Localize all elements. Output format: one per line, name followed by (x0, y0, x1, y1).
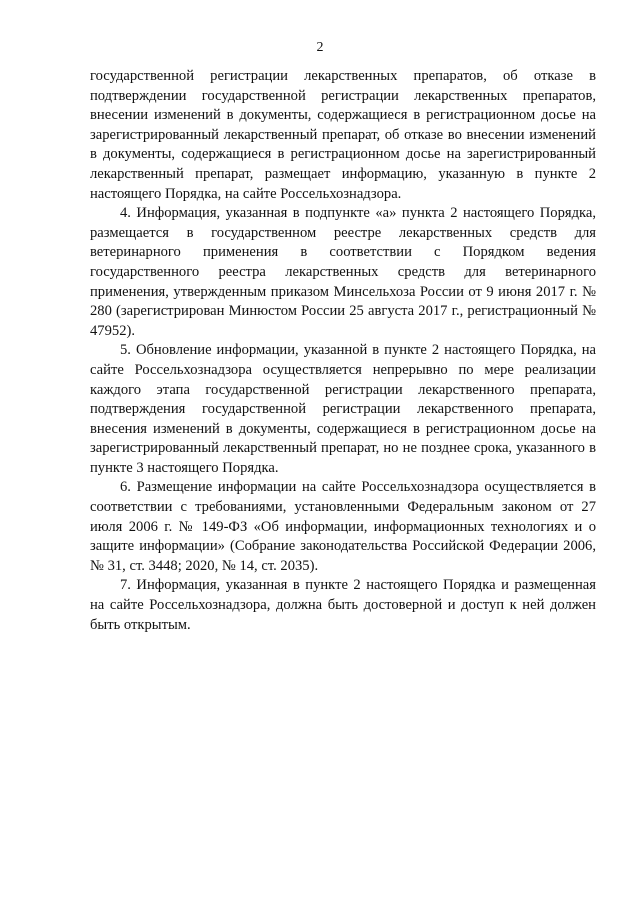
paragraph-5: 5. Обновление информации, указанной в пункте 2 настоящего Порядка, на сайте Россельхознадзора осуществляется непрерывно по мере реализации каждого этапа государственной регистрации лекарственного препарата, подтверждения государственной регистрации лекарственного препарата, внесения изменений в документы, содержащиеся в регистрационном досье на зарегистрированный лекарственный препарат, но не позднее срока, указанного в пункте 3 настоящего Порядка. (90, 342, 596, 476)
paragraph-4: 4. Информация, указанная в подпункте «а» пункта 2 настоящего Порядка, размещается в государственном реестре лекарственных средств для ветеринарного применения в соответствии с Порядком ведения государственного реестра лекарственных средств для ветеринарного применения, утвержденным приказом Минсельхоза России от 9 июня 2017 г. № 280 (зарегистрирован Минюстом России 25 августа 2017 г., регистрационный № 47952). (90, 205, 596, 339)
page-number: 2 (316, 40, 324, 55)
paragraph-6: 6. Размещение информации на сайте Россельхознадзора осуществляется в соответствии с требованиями, установленными Федеральным законом от 27 июля 2006 г. № 149-ФЗ «Об информации, информационных технологиях и о защите информации» (Собрание законодательства Российской Федерации 2006, № 31, ст. 3448; 2020, № 14, ст. 2035). (90, 479, 596, 574)
paragraph-7: 7. Информация, указанная в пункте 2 настоящего Порядка и размещенная на сайте Россельхознадзора, должна быть достоверной и доступ к ней должен быть открытым. (90, 577, 596, 633)
document-body (90, 67, 596, 635)
paragraph-continuation: государственной регистрации лекарственных препаратов, об отказе в подтверждении государственной регистрации лекарственных препаратов, внесении изменений в документы, содержащиеся в регистрационном досье на зарегистрированный лекарственный препарат, об отказе во внесении изменений в документы, содержащиеся в регистрационном досье на зарегистрированный лекарственный препарат, размещает информацию, указанную в пункте 2 настоящего Порядка, на сайте Россельхознадзора. (90, 68, 596, 202)
